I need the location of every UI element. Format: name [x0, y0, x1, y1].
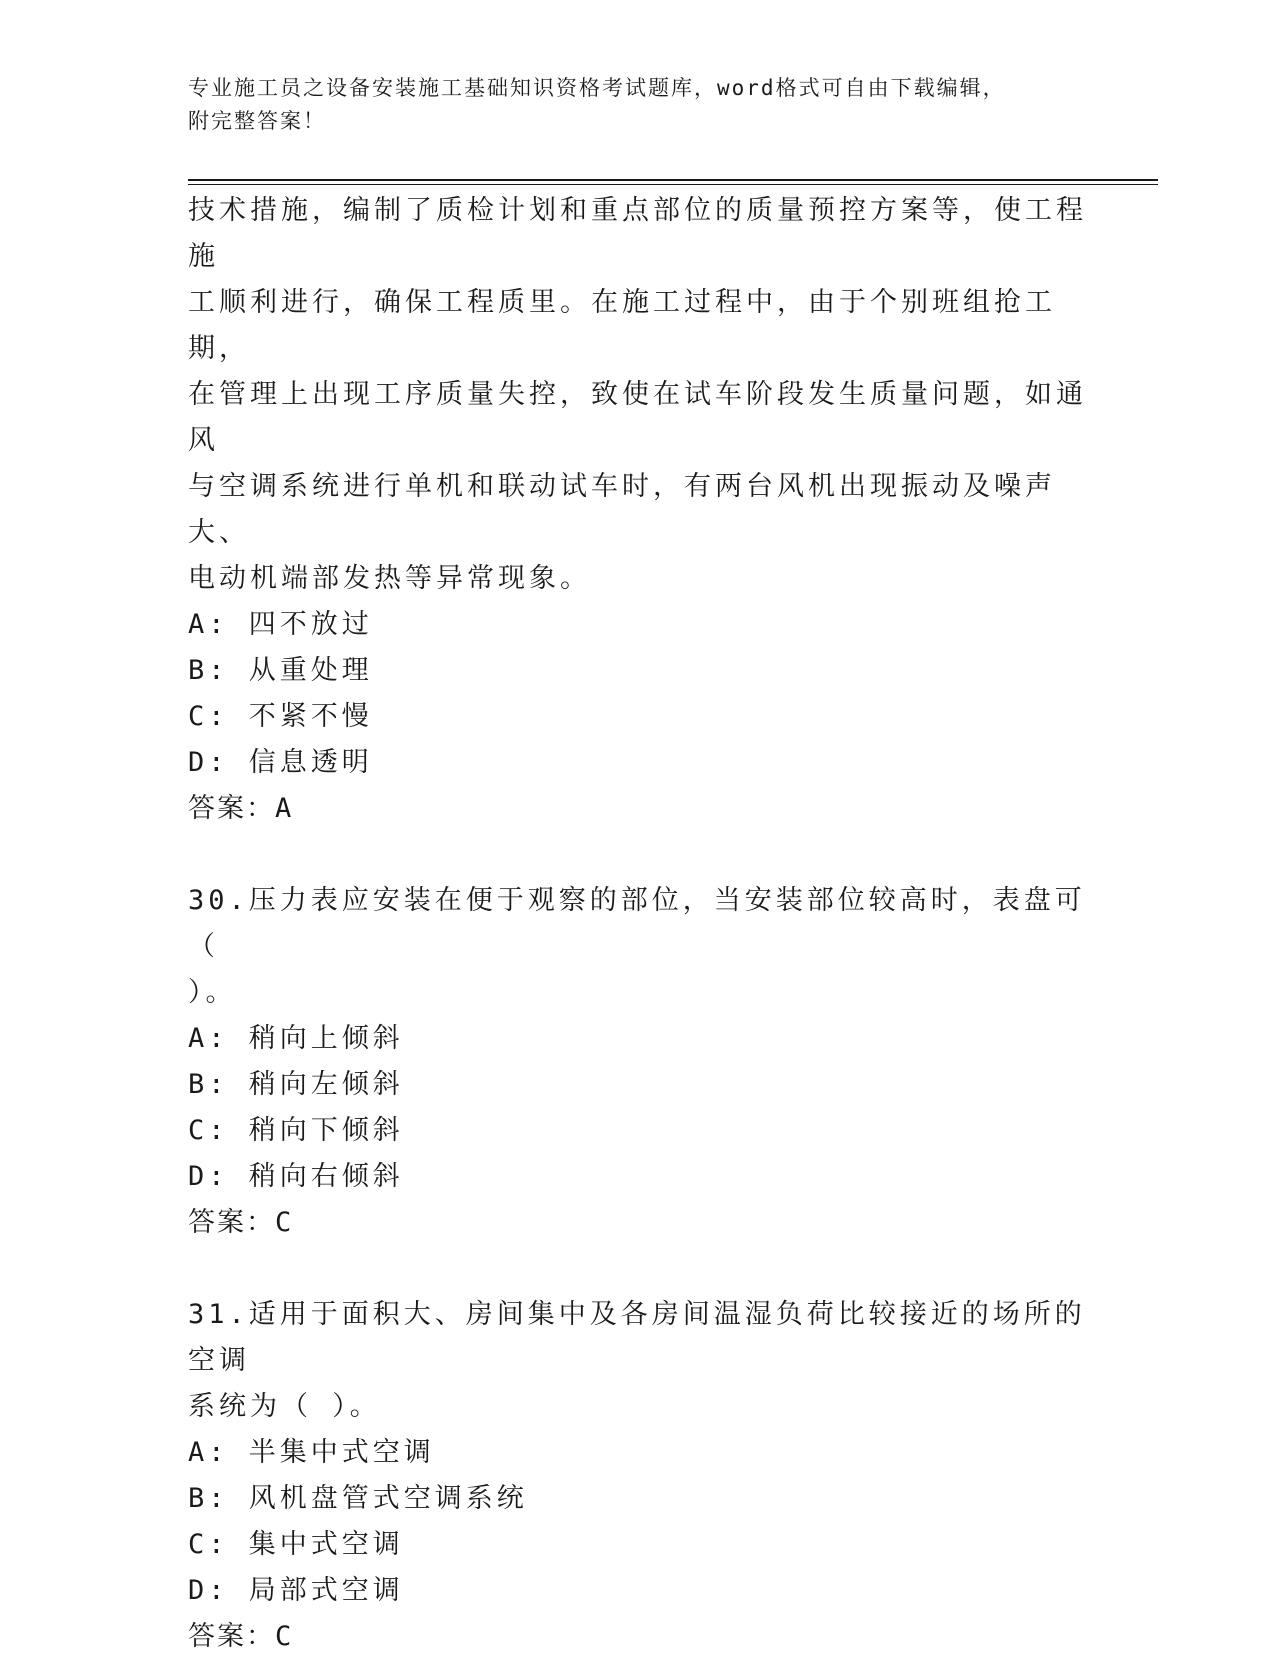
spacer: [188, 1246, 1108, 1292]
option-c: C: 集中式空调: [188, 1529, 404, 1560]
header-line-2: 附完整答案！: [188, 109, 326, 133]
option-a: A: 半集中式空调: [188, 1437, 435, 1468]
question-30: [188, 878, 1108, 1246]
option-d: D: 稍向右倾斜: [188, 1161, 404, 1192]
question-29: [188, 188, 1108, 832]
page-content: [188, 188, 1108, 1660]
question-stem-line: 工顺利进行，确保工程质里。在施工过程中，由于个别班组抢工期，: [188, 287, 1056, 364]
option-b: B: 从重处理: [188, 655, 373, 686]
option-d: D: 局部式空调: [188, 1575, 404, 1606]
question-stem-line: 技术措施，编制了质检计划和重点部位的质量预控方案等，使工程施: [188, 195, 1087, 272]
question-31: [188, 1292, 1108, 1660]
answer-label: 答案：: [188, 1207, 275, 1238]
question-stem-line: 31.适用于面积大、房间集中及各房间温湿负荷比较接近的场所的空调: [188, 1299, 1086, 1376]
question-stem-line: 电动机端部发热等异常现象。: [188, 563, 591, 594]
answer-line: [188, 786, 1108, 832]
answer-value: C: [275, 1207, 294, 1238]
answer-line: [188, 1200, 1108, 1246]
answer-value: C: [275, 1621, 294, 1652]
header-line-1: 专业施工员之设备安装施工基础知识资格考试题库，word格式可自由下载编辑，: [188, 76, 1006, 100]
answer-label: 答案：: [188, 793, 275, 824]
question-stem-line: 系统为（ ）。: [188, 1391, 381, 1422]
option-c: C: 稍向下倾斜: [188, 1115, 404, 1146]
option-a: A: 四不放过: [188, 609, 373, 640]
page-header: [188, 72, 1068, 138]
option-b: B: 稍向左倾斜: [188, 1069, 404, 1100]
option-c: C: 不紧不慢: [188, 701, 373, 732]
option-a: A: 稍向上倾斜: [188, 1023, 404, 1054]
option-b: B: 风机盘管式空调系统: [188, 1483, 528, 1514]
question-stem-line: 与空调系统进行单机和联动试车时，有两台风机出现振动及噪声大、: [188, 471, 1056, 548]
question-stem-line: ）。: [188, 977, 237, 1008]
header-divider-thick: [188, 179, 1158, 181]
header-divider-thin: [188, 184, 1158, 185]
answer-label: 答案：: [188, 1621, 275, 1652]
answer-line: [188, 1614, 1108, 1660]
question-stem-line: 30.压力表应安装在便于观察的部位，当安装部位较高时，表盘可（: [188, 885, 1086, 962]
spacer: [188, 832, 1108, 878]
answer-value: A: [275, 793, 294, 824]
question-stem-line: 在管理上出现工序质量失控，致使在试车阶段发生质量问题，如通风: [188, 379, 1087, 456]
option-d: D: 信息透明: [188, 747, 373, 778]
